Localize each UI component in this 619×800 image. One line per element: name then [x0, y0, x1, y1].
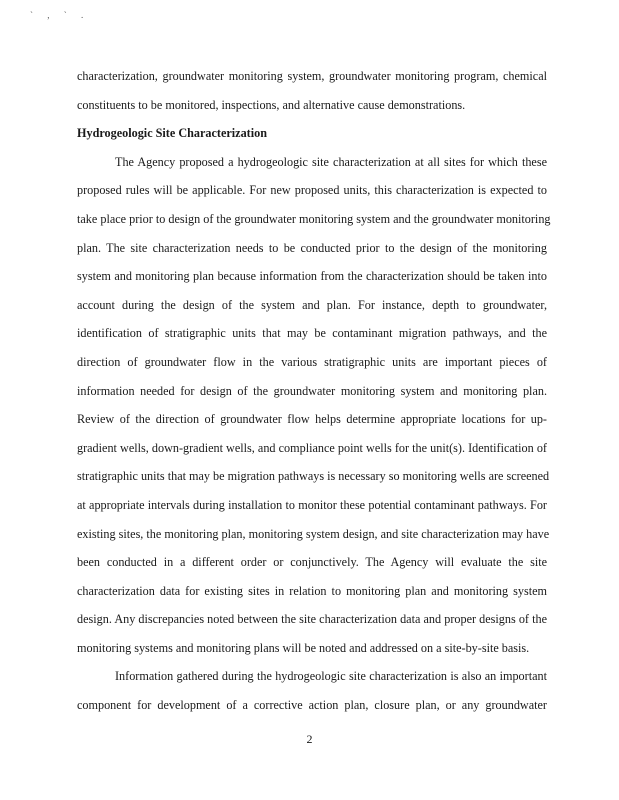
text-line: characterization data for existing sites in relation to monitoring plan and monitoring system	[77, 583, 547, 598]
corner-scan-mark: ` , ` .	[30, 10, 90, 20]
text-line: Review of the direction of groundwater flow helps determine appropriate locations for up-	[77, 412, 547, 427]
text-line: characterization, groundwater monitoring system, groundwater monitoring program, chemical	[77, 69, 547, 83]
page-number: 2	[306, 732, 313, 746]
text-line: at appropriate intervals during installation to monitor these potential contaminant pathways. For	[77, 497, 547, 512]
text-line: stratigraphic units that may be migration pathways is necessary so monitoring wells are screened	[77, 469, 550, 484]
text-line: monitoring systems and monitoring plans will be noted and addressed on a site-by-site basis.	[77, 640, 530, 655]
section-heading: Hydrogeologic Site Characterization	[77, 126, 267, 141]
text-line: account during the design of the system and plan. For instance, depth to groundwater,	[77, 297, 547, 312]
text-line: The Agency proposed a hydrogeologic site characterization at all sites for which these	[115, 154, 547, 169]
text-line: proposed rules will be applicable. For new proposed units, this characterization is expected to	[77, 183, 547, 198]
text-line: design. Any discrepancies noted between the site characterization data and proper designs of the	[77, 612, 547, 627]
body-text	[77, 62, 551, 720]
text-line: Information gathered during the hydrogeologic site characterization is also an important	[115, 669, 547, 684]
text-line: direction of groundwater flow in the various stratigraphic units are important pieces of	[77, 354, 547, 369]
text-line: information needed for design of the groundwater monitoring system and monitoring plan.	[77, 383, 547, 398]
text-line: constituents to be monitored, inspections, and alternative cause demonstrations.	[77, 97, 466, 112]
text-line: identification of stratigraphic units that may be contaminant migration pathways, and the	[77, 326, 547, 341]
text-line: plan. The site characterization needs to be conducted prior to the design of the monitoring	[77, 240, 547, 255]
text-line: take place prior to design of the groundwater monitoring system and the groundwater monitoring	[77, 211, 551, 226]
text-line: gradient wells, down-gradient wells, and compliance point wells for the unit(s). Identification of	[77, 440, 547, 455]
text-line: existing sites, the monitoring plan, monitoring system design, and site characterization may have	[77, 526, 550, 541]
text-line: been conducted in a different order or conjunctively. The Agency will evaluate the site	[77, 555, 547, 570]
text-line: component for development of a corrective action plan, closure plan, or any groundwater	[77, 698, 547, 713]
text-line: system and monitoring plan because information from the characterization should be taken into	[77, 269, 547, 284]
